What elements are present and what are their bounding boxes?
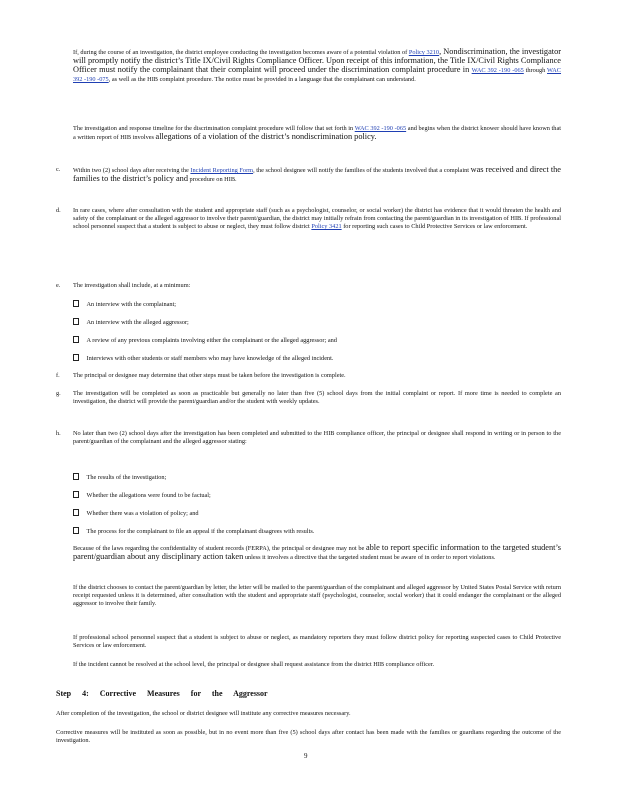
item-h-label: h. [56,430,61,437]
item-c-text: Within two (2) school days after receiving the Incident Reporting Form, the school designee will notify the families of the students involved that a complaint was received and direct the families to the district’s policy and procedure on HIB. [73,165,561,184]
wac-392-190-065-link-2[interactable]: WAC 392 -190 -065 [354,125,407,132]
checkbox-glyph-icon [73,473,79,480]
item-g-label: g. [56,390,61,397]
item-g-text: The investigation will be completed as soon as practicable but generally no later than five (5) school days from the initial complaint or report. If more time is needed to complete an investigation, the district will provide the parent/guardian and/or the student with weekly updates. [73,390,561,406]
item-e-bullet-1: An interview with the complainant; [73,300,176,309]
checkbox-glyph-icon [73,300,79,307]
checkbox-glyph-icon [73,354,79,361]
item-e-bullet-3: A review of any previous complaints involving either the complainant or the alleged aggressor; and [73,336,337,345]
item-d-label: d. [56,207,61,214]
item-f-text: The principal or designee may determine that other steps must be taken before the investigation is complete. [73,372,346,379]
item-e-bullet-2: An interview with the alleged aggressor; [73,318,189,327]
page-number: 9 [304,752,308,760]
policy-3421-link[interactable]: Policy 3421 [311,223,342,231]
item-h-bullet-2: Whether the allegations were found to be factual; [73,491,211,500]
step-4-paragraph-1: After completion of the investigation, the school or district designee will institute any corrective measures necessary. [56,710,351,717]
checkbox-glyph-icon [73,491,79,498]
item-e-text: The investigation shall include, at a minimum: [73,282,191,289]
item-d-text: In rare cases, where after consultation with the student and appropriate staff (such as a psychologist, counselor, or social worker) the district has evidence that it would threaten the health and safety of the complainant or the alleged aggressor to involve their parent/guardian, the district may initially refrain from contacting the parent/guardian in its investigation of HIB. If professional school personnel suspect that a student is subject to abuse or neglect, they must follow district Policy 3421 for reporting such cases to Child Protective Services or law enforcement. [73,207,561,231]
item-h-bullet-1: The results of the investigation; [73,473,166,482]
item-h-bullet-4: The process for the complainant to file an appeal if the complainant disagrees with results. [73,527,314,536]
checkbox-glyph-icon [73,527,79,534]
ferpa-paragraph: Because of the laws regarding the confidentiality of student records (FERPA), the principal or designee may not be able to report specific information to the targeted student’s parent/guardian about any disciplinary action taken unless it involves a directive that the targeted student must be aware of in order to report violations. [73,543,561,562]
step-4-paragraph-2: Corrective measures will be instituted as soon as possible, but in no event more than five (5) school days after contact has been made with the families or guardians regarding the outcome of the investigation. [56,729,561,745]
item-f-label: f. [56,372,60,379]
item-e-label: e. [56,282,61,289]
policy-3210-link[interactable]: Policy 3210 [408,49,440,56]
step-4-heading: Step 4: Corrective Measures for the Aggressor [56,689,268,698]
item-c-label: c. [56,166,61,173]
item-h-bullet-3: Whether there was a violation of policy; and [73,509,199,518]
checkbox-glyph-icon [73,318,79,325]
wac-392-190-065-link[interactable]: WAC 392 -190 -065 [471,67,524,75]
item-e-bullet-4: Interviews with other students or staff members who may have knowledge of the alleged incident. [73,354,333,363]
paragraph-title-ix-notification: If, during the course of an investigation, the district employee conducting the investigation becomes aware of a potential violation of Policy 3210, Nondiscrimination, the investigator will promptly notify the district’s Title IX/Civil Rights Compliance Officer. Upon receipt of this information, the Title IX/Civil Rights Compliance Officer must notify the complainant that their complaint will proceed under the discrimination complaint procedure in WAC 392 -190 -065 through WAC 392 -190 -075, as well as the HIB complaint procedure. The notice must be provided in a language that the complainant can understand. [73,47,562,83]
item-h-text: No later than two (2) school days after the investigation has been completed and submitted to the HIB compliance officer, the principal or designee shall respond in writing or in person to the parent/guardian of the complainant and the alleged aggressor stating: [73,430,561,446]
paragraph-investigation-timeline: The investigation and response timeline for the discrimination complaint procedure will follow that set forth in WAC 392 -190 -065 and begins when the district knower should have known that a written report of HIB involves allegations of a violation of the district’s nondiscrimination policy. [73,125,561,142]
abuse-reporting-paragraph: If professional school personnel suspect that a student is subject to abuse or neglect, as mandatory reporters they must follow district policy for reporting suspected cases to Child Protective Services or law enforcement. [73,634,561,650]
checkbox-glyph-icon [73,336,79,343]
wac-392-190-075-link[interactable]: WAC 392 -190 -075 [73,67,562,83]
incident-reporting-form-link[interactable]: Incident Reporting Form [190,167,254,174]
mail-contact-paragraph: If the district chooses to contact the parent/guardian by letter, the letter will be mailed to the parent/guardian of the complainant and alleged aggressor by United States Postal Service with return receipt requested unless it is determined, after consultation with the student and appropriate staff (psychologist, counselor, social worker) that it could endanger the complainant or the alleged aggressor to involve their family. [73,584,561,608]
checkbox-glyph-icon [73,509,79,516]
unresolved-incident-paragraph: If the incident cannot be resolved at the school level, the principal or designee shall request assistance from the district HIB compliance officer. [73,661,435,668]
